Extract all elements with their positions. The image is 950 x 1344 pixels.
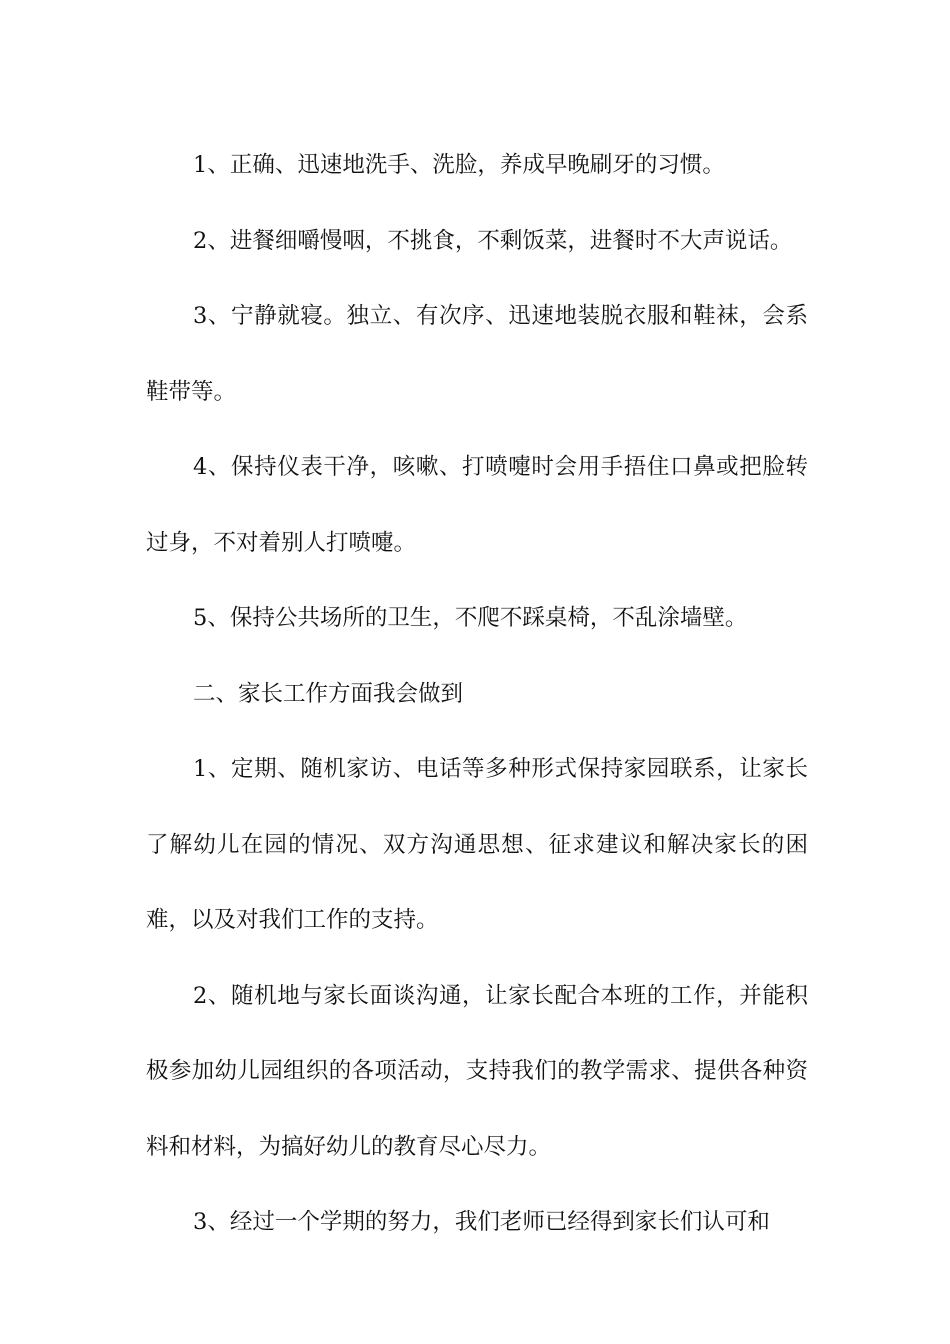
document-body: [146, 128, 808, 1261]
paragraph-eating-habits: 2、进餐细嚼慢咽，不挑食，不剩饭菜，进餐时不大声说话。: [193, 227, 793, 254]
paragraph-home-visits: 1、定期、随机家访、电话等多种形式保持家园联系，让家长了解幼儿在园的情况、双方沟通思想、征求建议和解决家长的困难，以及对我们工作的支持。: [146, 756, 808, 933]
paragraph-sleep-dressing: 3、宁静就寝。独立、有次序、迅速地装脱衣服和鞋袜，会系鞋带等。: [146, 303, 808, 405]
paragraph-hygiene-handwashing: 1、正确、迅速地洗手、洗脸，养成早晚刷牙的习惯。: [193, 152, 725, 178]
paragraph-appearance-sneezing: 4、保持仪表干净，咳嗽、打喷嚏时会用手捂住口鼻或把脸转过身，不对着别人打喷嚏。: [146, 454, 808, 556]
section-heading-parent-work: 二、家长工作方面我会做到: [193, 680, 464, 707]
paragraph-parent-meetings: 2、随机地与家长面谈沟通，让家长配合本班的工作，并能积极参加幼儿园组织的各项活动，支持我们的教学需求、提供各种资料和材料，为搞好幼儿的教育尽心尽力。: [146, 982, 808, 1160]
paragraph-semester-effort: 3、经过一个学期的努力，我们老师已经得到家长们认可和: [193, 1209, 770, 1235]
paragraph-public-hygiene: 5、保持公共场所的卫生，不爬不踩桌椅，不乱涂墙壁。: [193, 605, 748, 631]
